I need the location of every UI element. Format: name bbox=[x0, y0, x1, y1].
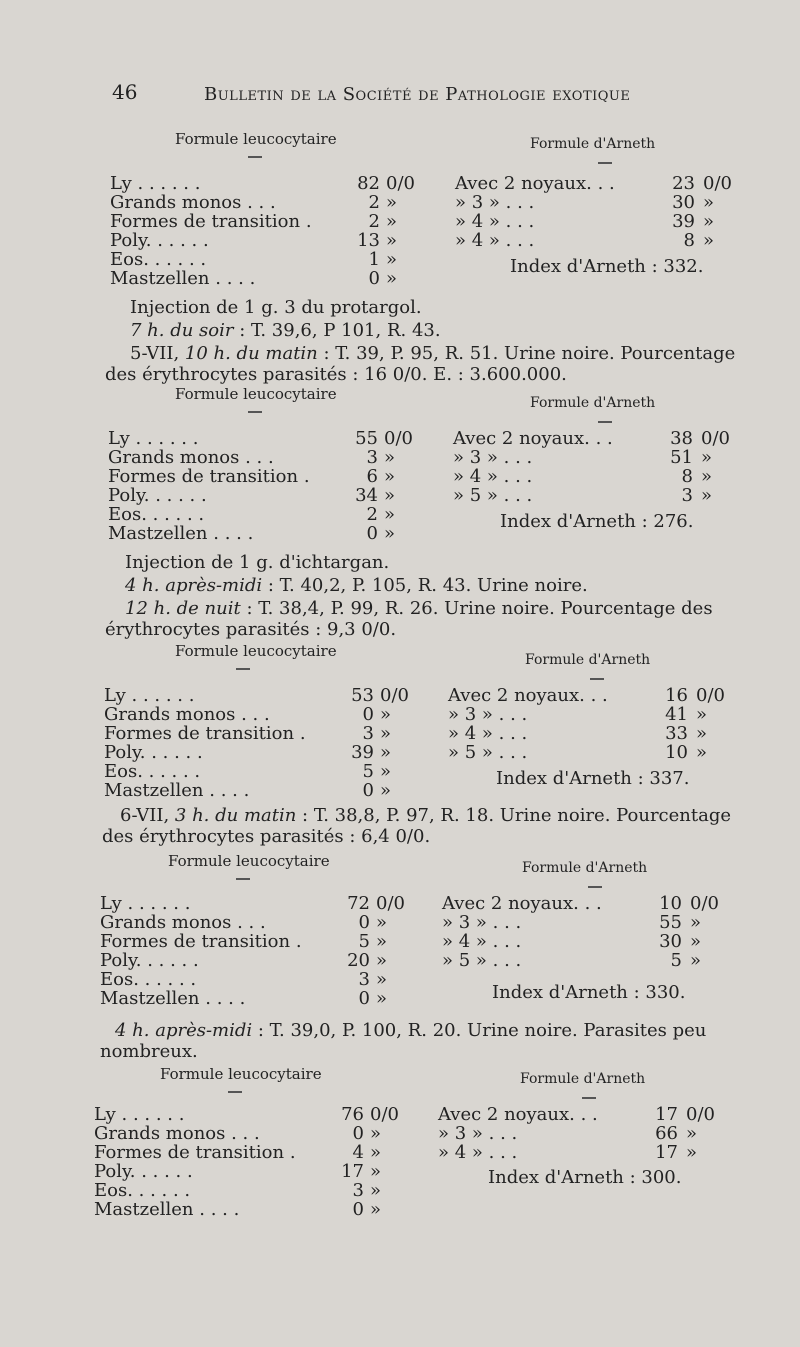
row-unit: » bbox=[384, 504, 396, 525]
leuco-table bbox=[104, 686, 420, 800]
title-dash bbox=[248, 156, 262, 158]
arneth-row bbox=[455, 231, 737, 250]
row-value: 1 bbox=[368, 249, 380, 270]
row-label: Ly . . . . . . bbox=[94, 1104, 185, 1125]
observation-line bbox=[130, 320, 441, 341]
row-unit: 0/0 bbox=[690, 893, 719, 914]
row-unit: 0/0 bbox=[376, 893, 405, 914]
leuco-row bbox=[94, 1124, 410, 1143]
row-value: 10 bbox=[665, 742, 688, 763]
row-label: » 3 » . . . bbox=[442, 912, 522, 933]
injection-line: Injection de 1 g. d'ichtargan. bbox=[125, 552, 390, 573]
row-unit: » bbox=[701, 447, 713, 468]
leuco-row bbox=[100, 894, 416, 913]
observation-line-cont: des érythrocytes parasités : 16 0/0. E. : 3.600.000. bbox=[105, 364, 567, 385]
row-value: 2 bbox=[368, 211, 380, 232]
row-value: 0 bbox=[362, 704, 374, 725]
title-dash bbox=[598, 421, 612, 423]
row-label: » 4 » . . . bbox=[455, 230, 535, 251]
row-unit: 0/0 bbox=[370, 1104, 399, 1125]
row-unit: » bbox=[384, 466, 396, 487]
leuco-row bbox=[108, 448, 424, 467]
row-value: 3 bbox=[362, 723, 374, 744]
row-value: 13 bbox=[357, 230, 380, 251]
row-unit: 0/0 bbox=[380, 685, 409, 706]
leuco-title: Formule leucocytaire bbox=[160, 1065, 322, 1083]
leuco-title: Formule leucocytaire bbox=[175, 642, 337, 660]
arneth-row bbox=[453, 486, 735, 505]
row-label: Ly . . . . . . bbox=[104, 685, 195, 706]
leuco-row bbox=[110, 269, 426, 288]
row-label: Eos. . . . . . bbox=[104, 761, 201, 782]
obs-values: : T. 39,0, P. 100, R. 20. Urine noire. Parasites peu bbox=[252, 1020, 707, 1041]
row-value: 5 bbox=[670, 950, 682, 971]
row-value: 39 bbox=[672, 211, 695, 232]
arneth-index: Index d'Arneth : 332. bbox=[510, 256, 704, 277]
observation-line bbox=[125, 598, 713, 619]
arneth-table bbox=[455, 174, 737, 250]
leuco-row bbox=[94, 1105, 410, 1124]
row-label: » 4 » . . . bbox=[438, 1142, 518, 1163]
row-value: 5 bbox=[358, 931, 370, 952]
leuco-row bbox=[110, 250, 426, 269]
row-value: 0 bbox=[352, 1199, 364, 1220]
row-value: 5 bbox=[362, 761, 374, 782]
row-label: » 5 » . . . bbox=[442, 950, 522, 971]
row-value: 16 bbox=[665, 685, 688, 706]
leuco-row bbox=[104, 724, 420, 743]
leuco-row bbox=[104, 762, 420, 781]
arneth-row bbox=[455, 212, 737, 231]
arneth-row bbox=[453, 429, 735, 448]
title-dash bbox=[236, 878, 250, 880]
leuco-table bbox=[110, 174, 426, 288]
row-label: Formes de transition . bbox=[100, 931, 302, 952]
arneth-row bbox=[448, 743, 730, 762]
row-unit: » bbox=[376, 988, 388, 1009]
observation-line-cont: érythrocytes parasités : 9,3 0/0. bbox=[105, 619, 397, 640]
row-label: Poly. . . . . . bbox=[94, 1161, 193, 1182]
row-value: 3 bbox=[366, 447, 378, 468]
row-unit: » bbox=[384, 523, 396, 544]
row-value: 39 bbox=[351, 742, 374, 763]
row-unit: » bbox=[690, 931, 702, 952]
leuco-row bbox=[104, 686, 420, 705]
row-label: » 3 » . . . bbox=[455, 192, 535, 213]
row-value: 6 bbox=[366, 466, 378, 487]
row-unit: » bbox=[386, 249, 398, 270]
row-value: 33 bbox=[665, 723, 688, 744]
row-value: 17 bbox=[655, 1104, 678, 1125]
row-value: 3 bbox=[681, 485, 693, 506]
title-dash bbox=[590, 678, 604, 680]
row-label: Grands monos . . . bbox=[108, 447, 274, 468]
title-dash bbox=[598, 162, 612, 164]
row-value: 3 bbox=[352, 1180, 364, 1201]
row-unit: » bbox=[376, 912, 388, 933]
row-unit: » bbox=[696, 742, 708, 763]
leuco-title: Formule leucocytaire bbox=[175, 130, 337, 148]
row-unit: » bbox=[380, 761, 392, 782]
row-unit: » bbox=[696, 704, 708, 725]
row-label: » 4 » . . . bbox=[448, 723, 528, 744]
obs-values: : T. 38,8, P. 97, R. 18. Urine noire. Pourcentage bbox=[296, 805, 732, 826]
row-value: 8 bbox=[683, 230, 695, 251]
obs-values: : T. 38,4, P. 99, R. 26. Urine noire. Pourcentage des bbox=[240, 598, 713, 619]
row-unit: » bbox=[386, 268, 398, 289]
leuco-row bbox=[108, 505, 424, 524]
obs-time: 10 h. du matin bbox=[184, 343, 318, 364]
observation-line-cont: des érythrocytes parasités : 6,4 0/0. bbox=[102, 826, 431, 847]
row-value: 66 bbox=[655, 1123, 678, 1144]
injection-line: Injection de 1 g. 3 du protargol. bbox=[130, 297, 422, 318]
row-unit: » bbox=[380, 704, 392, 725]
arneth-index: Index d'Arneth : 330. bbox=[492, 982, 686, 1003]
obs-time: 12 h. de nuit bbox=[125, 598, 241, 619]
observation-line bbox=[125, 575, 588, 596]
row-unit: » bbox=[380, 742, 392, 763]
row-unit: » bbox=[690, 912, 702, 933]
row-label: Mastzellen . . . . bbox=[104, 780, 250, 801]
arneth-table bbox=[448, 686, 730, 762]
row-unit: » bbox=[701, 466, 713, 487]
row-unit: » bbox=[386, 211, 398, 232]
arneth-title: Formule d'Arneth bbox=[525, 652, 651, 668]
leuco-row bbox=[110, 212, 426, 231]
row-label: Mastzellen . . . . bbox=[110, 268, 256, 289]
row-value: 0 bbox=[366, 523, 378, 544]
row-label: Ly . . . . . . bbox=[110, 173, 201, 194]
row-label: Mastzellen . . . . bbox=[94, 1199, 240, 1220]
row-label: Avec 2 noyaux. . . bbox=[448, 685, 608, 706]
row-value: 55 bbox=[659, 912, 682, 933]
row-label: Avec 2 noyaux. . . bbox=[455, 173, 615, 194]
row-unit: » bbox=[690, 950, 702, 971]
row-value: 17 bbox=[655, 1142, 678, 1163]
row-label: » 4 » . . . bbox=[442, 931, 522, 952]
arneth-row bbox=[442, 913, 724, 932]
row-label: Formes de transition . bbox=[104, 723, 306, 744]
row-label: » 4 » . . . bbox=[455, 211, 535, 232]
row-label: Ly . . . . . . bbox=[108, 428, 199, 449]
row-unit: » bbox=[370, 1199, 382, 1220]
obs-time: 4 h. après-midi bbox=[115, 1020, 253, 1041]
arneth-table bbox=[438, 1105, 720, 1162]
row-label: Formes de transition . bbox=[94, 1142, 296, 1163]
row-value: 55 bbox=[355, 428, 378, 449]
row-value: 82 bbox=[357, 173, 380, 194]
row-unit: » bbox=[686, 1142, 698, 1163]
row-value: 38 bbox=[670, 428, 693, 449]
observation-line bbox=[130, 343, 735, 364]
leuco-row bbox=[94, 1162, 410, 1181]
arneth-row bbox=[453, 467, 735, 486]
running-title: Bulletin de la Société de Pathologie exotique bbox=[204, 84, 631, 105]
row-value: 0 bbox=[358, 988, 370, 1009]
arneth-row bbox=[448, 686, 730, 705]
leuco-row bbox=[100, 970, 416, 989]
leuco-row bbox=[104, 781, 420, 800]
obs-values: : T. 39, P. 95, R. 51. Urine noire. Pourcentage bbox=[317, 343, 736, 364]
row-label: Poly. . . . . . bbox=[100, 950, 199, 971]
leuco-row bbox=[94, 1181, 410, 1200]
observation-line bbox=[115, 1020, 706, 1041]
row-label: Grands monos . . . bbox=[94, 1123, 260, 1144]
page-header bbox=[112, 80, 760, 110]
row-label: Eos. . . . . . bbox=[110, 249, 207, 270]
row-unit: » bbox=[380, 780, 392, 801]
arneth-table bbox=[442, 894, 724, 970]
row-unit: » bbox=[380, 723, 392, 744]
leuco-table bbox=[94, 1105, 410, 1219]
arneth-title: Formule d'Arneth bbox=[530, 136, 656, 152]
row-unit: » bbox=[384, 485, 396, 506]
row-unit: » bbox=[376, 931, 388, 952]
row-value: 72 bbox=[347, 893, 370, 914]
row-value: 10 bbox=[659, 893, 682, 914]
arneth-title: Formule d'Arneth bbox=[520, 1071, 646, 1087]
leuco-title: Formule leucocytaire bbox=[175, 385, 337, 403]
row-value: 51 bbox=[670, 447, 693, 468]
obs-day: 6-VII, bbox=[120, 805, 175, 826]
leuco-row bbox=[100, 989, 416, 1008]
row-value: 34 bbox=[355, 485, 378, 506]
row-label: Ly . . . . . . bbox=[100, 893, 191, 914]
leuco-row bbox=[110, 193, 426, 212]
row-unit: » bbox=[703, 211, 715, 232]
row-value: 0 bbox=[368, 268, 380, 289]
row-label: Poly. . . . . . bbox=[110, 230, 209, 251]
row-value: 20 bbox=[347, 950, 370, 971]
arneth-row bbox=[448, 724, 730, 743]
row-unit: 0/0 bbox=[386, 173, 415, 194]
row-value: 0 bbox=[352, 1123, 364, 1144]
row-unit: » bbox=[384, 447, 396, 468]
leuco-table bbox=[108, 429, 424, 543]
arneth-row bbox=[453, 448, 735, 467]
row-unit: » bbox=[370, 1123, 382, 1144]
arneth-row bbox=[455, 174, 737, 193]
row-label: Eos. . . . . . bbox=[100, 969, 197, 990]
leuco-row bbox=[100, 951, 416, 970]
row-unit: 0/0 bbox=[701, 428, 730, 449]
row-value: 17 bbox=[341, 1161, 364, 1182]
row-value: 53 bbox=[351, 685, 374, 706]
row-unit: » bbox=[370, 1161, 382, 1182]
row-value: 30 bbox=[659, 931, 682, 952]
row-unit: » bbox=[696, 723, 708, 744]
title-dash bbox=[228, 1091, 242, 1093]
row-label: Avec 2 noyaux. . . bbox=[442, 893, 602, 914]
row-unit: 0/0 bbox=[384, 428, 413, 449]
row-value: 2 bbox=[366, 504, 378, 525]
leuco-row bbox=[104, 743, 420, 762]
leuco-row bbox=[100, 913, 416, 932]
row-label: Formes de transition . bbox=[110, 211, 312, 232]
arneth-row bbox=[438, 1143, 720, 1162]
row-label: Grands monos . . . bbox=[104, 704, 270, 725]
leuco-row bbox=[108, 429, 424, 448]
row-value: 76 bbox=[341, 1104, 364, 1125]
row-value: 3 bbox=[358, 969, 370, 990]
obs-values: : T. 40,2, P. 105, R. 43. Urine noire. bbox=[262, 575, 588, 596]
row-value: 0 bbox=[362, 780, 374, 801]
row-label: Mastzellen . . . . bbox=[108, 523, 254, 544]
leuco-row bbox=[94, 1200, 410, 1219]
leuco-row bbox=[110, 174, 426, 193]
obs-time: 4 h. après-midi bbox=[125, 575, 263, 596]
row-value: 23 bbox=[672, 173, 695, 194]
row-unit: » bbox=[370, 1142, 382, 1163]
row-unit: » bbox=[703, 192, 715, 213]
row-label: Avec 2 noyaux. . . bbox=[438, 1104, 598, 1125]
row-value: 41 bbox=[665, 704, 688, 725]
row-unit: » bbox=[686, 1123, 698, 1144]
leuco-row bbox=[94, 1143, 410, 1162]
row-label: Poly. . . . . . bbox=[108, 485, 207, 506]
row-label: Grands monos . . . bbox=[110, 192, 276, 213]
row-label: Mastzellen . . . . bbox=[100, 988, 246, 1009]
row-label: Eos. . . . . . bbox=[108, 504, 205, 525]
row-label: Poly. . . . . . bbox=[104, 742, 203, 763]
arneth-row bbox=[438, 1105, 720, 1124]
arneth-index: Index d'Arneth : 337. bbox=[496, 768, 690, 789]
row-label: Grands monos . . . bbox=[100, 912, 266, 933]
obs-time: 3 h. du matin bbox=[174, 805, 297, 826]
row-value: 30 bbox=[672, 192, 695, 213]
row-label: » 3 » . . . bbox=[438, 1123, 518, 1144]
row-label: » 3 » . . . bbox=[453, 447, 533, 468]
row-label: » 3 » . . . bbox=[448, 704, 528, 725]
leuco-row bbox=[108, 524, 424, 543]
observation-line bbox=[120, 805, 731, 826]
row-unit: 0/0 bbox=[703, 173, 732, 194]
arneth-row bbox=[442, 932, 724, 951]
row-label: Eos. . . . . . bbox=[94, 1180, 191, 1201]
row-value: 2 bbox=[368, 192, 380, 213]
leuco-table bbox=[100, 894, 416, 1008]
row-unit: » bbox=[386, 192, 398, 213]
leuco-row bbox=[108, 486, 424, 505]
row-unit: » bbox=[376, 969, 388, 990]
row-value: 0 bbox=[358, 912, 370, 933]
arneth-index: Index d'Arneth : 276. bbox=[500, 511, 694, 532]
observation-line-cont: nombreux. bbox=[100, 1041, 198, 1062]
row-label: » 4 » . . . bbox=[453, 466, 533, 487]
arneth-title: Formule d'Arneth bbox=[530, 395, 656, 411]
obs-time: 7 h. du soir bbox=[130, 320, 234, 341]
arneth-table bbox=[453, 429, 735, 505]
leuco-row bbox=[104, 705, 420, 724]
row-unit: 0/0 bbox=[696, 685, 725, 706]
obs-values: : T. 39,6, P 101, R. 43. bbox=[233, 320, 441, 341]
leuco-row bbox=[100, 932, 416, 951]
row-label: Formes de transition . bbox=[108, 466, 310, 487]
leuco-row bbox=[110, 231, 426, 250]
row-unit: » bbox=[701, 485, 713, 506]
row-label: » 5 » . . . bbox=[453, 485, 533, 506]
arneth-row bbox=[448, 705, 730, 724]
row-label: » 5 » . . . bbox=[448, 742, 528, 763]
arneth-row bbox=[442, 951, 724, 970]
title-dash bbox=[248, 411, 262, 413]
row-value: 4 bbox=[352, 1142, 364, 1163]
row-unit: » bbox=[703, 230, 715, 251]
row-label: Avec 2 noyaux. . . bbox=[453, 428, 613, 449]
arneth-row bbox=[438, 1124, 720, 1143]
arneth-index: Index d'Arneth : 300. bbox=[488, 1167, 682, 1188]
title-dash bbox=[588, 886, 602, 888]
row-unit: 0/0 bbox=[686, 1104, 715, 1125]
title-dash bbox=[582, 1097, 596, 1099]
arneth-title: Formule d'Arneth bbox=[522, 860, 648, 876]
page-number: 46 bbox=[112, 80, 138, 104]
leuco-title: Formule leucocytaire bbox=[168, 852, 330, 870]
row-unit: » bbox=[376, 950, 388, 971]
arneth-row bbox=[455, 193, 737, 212]
title-dash bbox=[236, 668, 250, 670]
row-unit: » bbox=[386, 230, 398, 251]
leuco-row bbox=[108, 467, 424, 486]
arneth-row bbox=[442, 894, 724, 913]
row-value: 8 bbox=[681, 466, 693, 487]
obs-day: 5-VII, bbox=[130, 343, 185, 364]
row-unit: » bbox=[370, 1180, 382, 1201]
